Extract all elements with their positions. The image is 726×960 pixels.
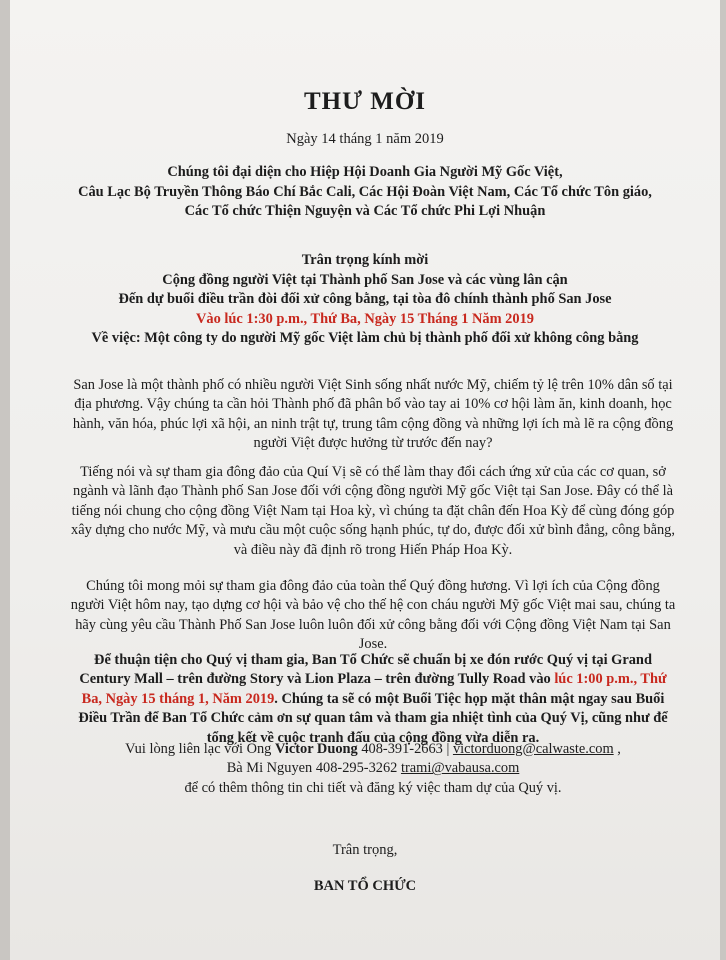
- contact-closing: để có thêm thông tin chi tiết và đăng ký việc tham dự của Quý vị.: [184, 779, 562, 796]
- paragraph-2: Tiếng nói và sự tham gia đông đảo của Quí Vị sẽ có thể làm thay đổi cách ứng xử của các cơ quan, sở ngành và lãnh đạo Thành phố San Jose đối với cộng đồng người Mỹ gốc Việt tại San Jose. Đây có thể là tiếng nói chung cho cộng đồng Việt Nam tại Hoa kỳ, vì chúng ta đặt chân đến Hoa Kỳ để cùng đóng góp xây dựng cho nước Mỹ, và mưu cầu một cuộc sống hạnh phúc, tự do, được đối xử bình đẳng, công bằng, và điều này đã định rõ trong Hiến Pháp Hoa Kỳ.: [71, 464, 675, 558]
- reps-line: Chúng tôi đại diện cho Hiệp Hội Doanh Gia Người Mỹ Gốc Việt,: [167, 164, 563, 180]
- paragraph-4: [68, 651, 678, 748]
- contact-name-2: Bà Mi Nguyen 408-295-3262: [226, 760, 401, 777]
- regards-text: Trân trọng,: [332, 842, 398, 858]
- invite-greeting: Trân trọng kính mời: [301, 252, 429, 268]
- reps-line: Các Tổ chức Thiện Nguyện và Các Tổ chức Phi Lợi Nhuận: [184, 203, 546, 219]
- invite-subject: Về việc: Một công ty do người Mỹ gốc Việt làm chủ bị thành phố đối xử không công bằng: [91, 330, 639, 346]
- contact-prefix: Vui lòng liên lạc với Ông: [125, 741, 275, 757]
- contact-block: [68, 740, 678, 798]
- contact-phone: 408-391-2663 |: [357, 741, 453, 757]
- organizer-signature: BAN TỔ CHỨC: [313, 878, 417, 894]
- transport-text: Để thuận tiện cho Quý vị tham gia, Ban Tổ Chức sẽ chuẩn bị xe đón rước Quý vị tại Grand Century Mall – trên đường Story và Lion Plaza – trên đường Tully Road vào: [79, 652, 652, 688]
- paragraph-3: Chúng tôi mong mỏi sự tham gia đông đảo của toàn thể Quý đồng hương. Vì lợi ích của Cộng đồng người Việt hôm nay, tạo dựng cơ hội và bảo vệ cho thế hệ con cháu người Mỹ gốc Việt mai sau, chúng ta hãy cùng yêu cầu Thành Phố San Jose luôn luôn đối xử công bằng đối với Cộng đồng Việt Nam tại San Jose.: [70, 578, 676, 653]
- transport-time: lúc 1:00 p.m., Thứ Ba, Ngày 15 tháng 1, Năm 2019: [81, 671, 667, 707]
- contact-email-link[interactable]: victorduong@calwaste.com: [452, 741, 614, 757]
- invitation-letter: [10, 0, 720, 960]
- reps-line: Câu Lạc Bộ Truyền Thông Báo Chí Bắc Cali, Các Hội Đoàn Việt Nam, Các Tổ chức Tôn giáo,: [78, 183, 652, 200]
- invite-audience: Cộng đồng người Việt tại Thành phố San Jose và các vùng lân cận: [162, 271, 568, 288]
- contact-name: Victor Duong: [274, 741, 358, 757]
- paragraph-1: San Jose là một thành phố có nhiều người Việt Sinh sống nhất nước Mỹ, chiếm tỷ lệ trên 10% dân số tại địa phương. Vậy chúng ta cần hỏi Thành phố đã phân bổ vào tay ai 10% cơ hội làm ăn, kinh doanh, học hành, văn hóa, phúc lợi xã hội, an ninh trật tự, trung tâm cộng đồng và những lợi ích mà lẽ ra cộng đồng người Việt được hưởng từ trước đến nay?: [72, 377, 674, 452]
- invite-time: Vào lúc 1:30 p.m., Thứ Ba, Ngày 15 Tháng 1 Năm 2019: [196, 310, 534, 327]
- party-text: . Chúng ta sẽ có một Buổi Tiệc họp mặt thân mật ngay sau Buổi Điều Trần để Ban Tổ Chức cảm ơn sự quan tâm và tham gia nhiệt tình của Quý Vị, cũng như để tổng kết về cuộc tranh đấu của cộng đồng vừa diễn ra.: [78, 690, 668, 746]
- representatives-block: [10, 163, 720, 222]
- invitation-block: [10, 251, 720, 349]
- contact-separator: ,: [613, 741, 621, 757]
- contact-line-2: [68, 759, 678, 778]
- letter-title: THƯ MỜI: [303, 88, 427, 115]
- contact-line-1: [68, 740, 678, 759]
- contact-email-link-2[interactable]: trami@vabausa.com: [400, 760, 520, 777]
- letter-date: Ngày 14 tháng 1 năm 2019: [286, 131, 444, 147]
- invite-event: Đến dự buổi điều trần đòi đối xử công bằng, tại tòa đô chính thành phố San Jose: [118, 291, 612, 307]
